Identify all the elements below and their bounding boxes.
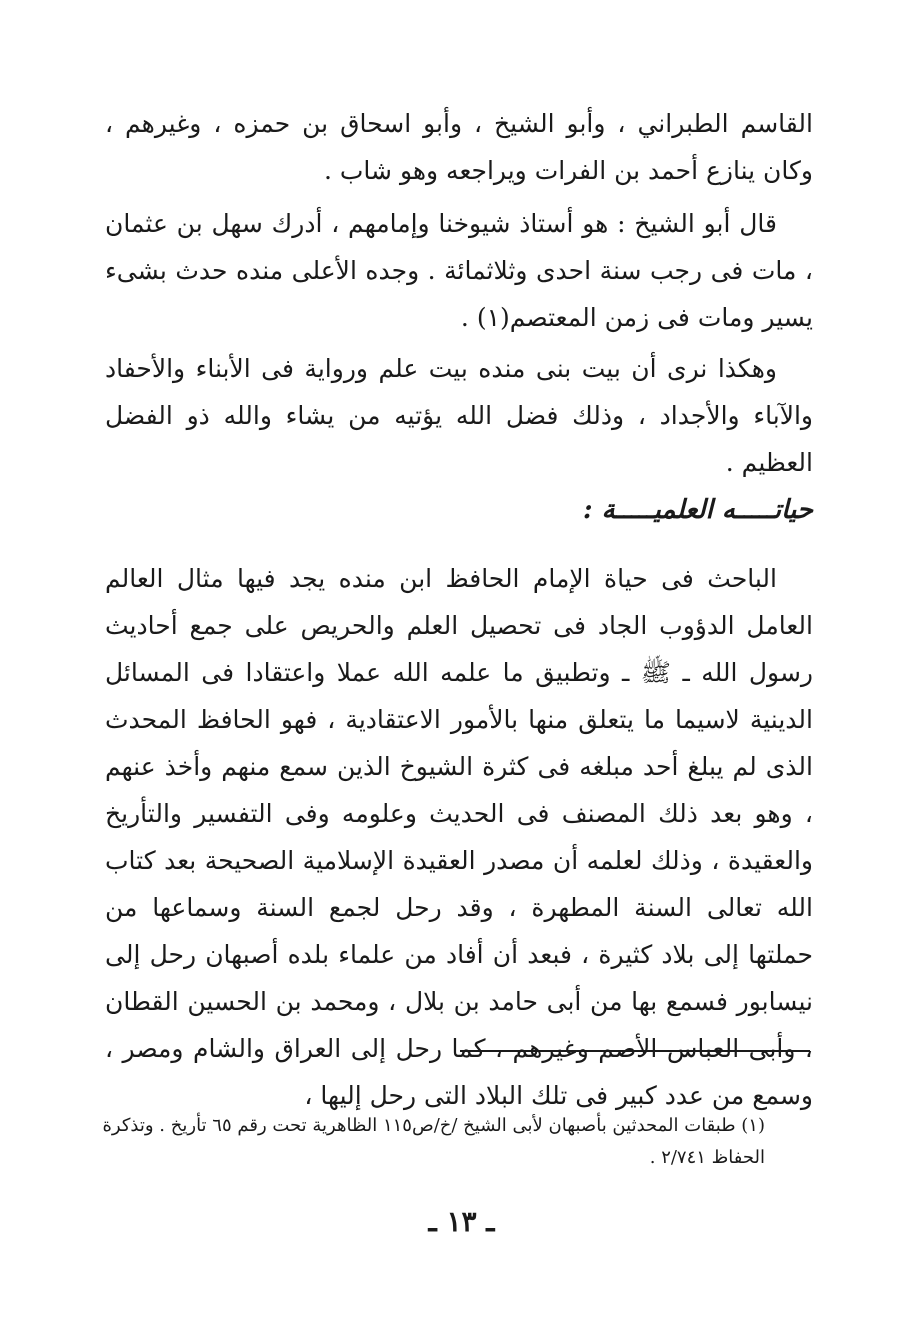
paragraph-4: الباحث فى حياة الإمام الحافظ ابن منده يجد فيها مثال العالم العامل الدؤوب الجاد فى تحصيل العلم والحريص على جمع أحاديث رسول الله ـ ﷺ ـ وتطبيق ما علمه الله عملا واعتقادا فى المسائل الدينية لاسيما ما يتعلق منها بالأمور الاعتقادية ، فهو الحافظ المحدث الذى لم يبلغ أحد مبلغه فى كثرة الشيوخ الذين سمع منهم وأخذ عنهم ، وهو بعد ذلك المصنف فى الحديث وعلومه وفى التفسير والتأريخ والعقيدة ، وذلك لعلمه أن مصدر العقيدة الإسلامية الصحيحة بعد كتاب الله تعالى السنة المطهرة ، وقد رحل لجمع السنة وسماعها من حملتها إلى بلاد كثيرة ، فبعد أن أفاد من علماء بلده أصبهان رحل إلى نيسابور فسمع بها من أبى حامد بن بلال ، ومحمد بن الحسين القطان ، وأبى العباس الأصم وغيرهم ، كما رحل إلى العراق والشام ومصر ، وسمع من عدد كبير فى تلك البلاد التى رحل إليها ،	[105, 564, 813, 1110]
footnote-divider	[460, 1050, 810, 1052]
section-heading: حياتـــــه العلميـــــة :	[582, 495, 813, 525]
footnote: (١) طبقات المحدثين بأصبهان لأبى الشيخ /خ/ص١١٥ الظاهرية تحت رقم ٦٥ تأريخ . وتذكرة الحفاظ ٢/٧٤١ .	[102, 1115, 765, 1168]
page-number: ـ ١٣ ـ	[428, 1205, 495, 1238]
paragraph-1: القاسم الطبراني ، وأبو الشيخ ، وأبو اسحاق بن حمزه ، وغيرهم ، وكان ينازع أحمد بن الفرات ويراجعه وهو شاب .	[105, 109, 813, 185]
paragraph-3: وهكذا نرى أن بيت بنى منده بيت علم ورواية فى الأبناء والأحفاد والآباء والأجداد ، وذلك فضل الله يؤتيه من يشاء والله ذو الفضل العظيم .	[105, 354, 813, 477]
paragraph-2: قال أبو الشيخ : هو أستاذ شيوخنا وإمامهم ، أدرك سهل بن عثمان ، مات فى رجب سنة احدى وثلاثمائة . وجده الأعلى منده حدث بشىء يسير ومات فى زمن المعتصم(١) .	[105, 209, 813, 332]
